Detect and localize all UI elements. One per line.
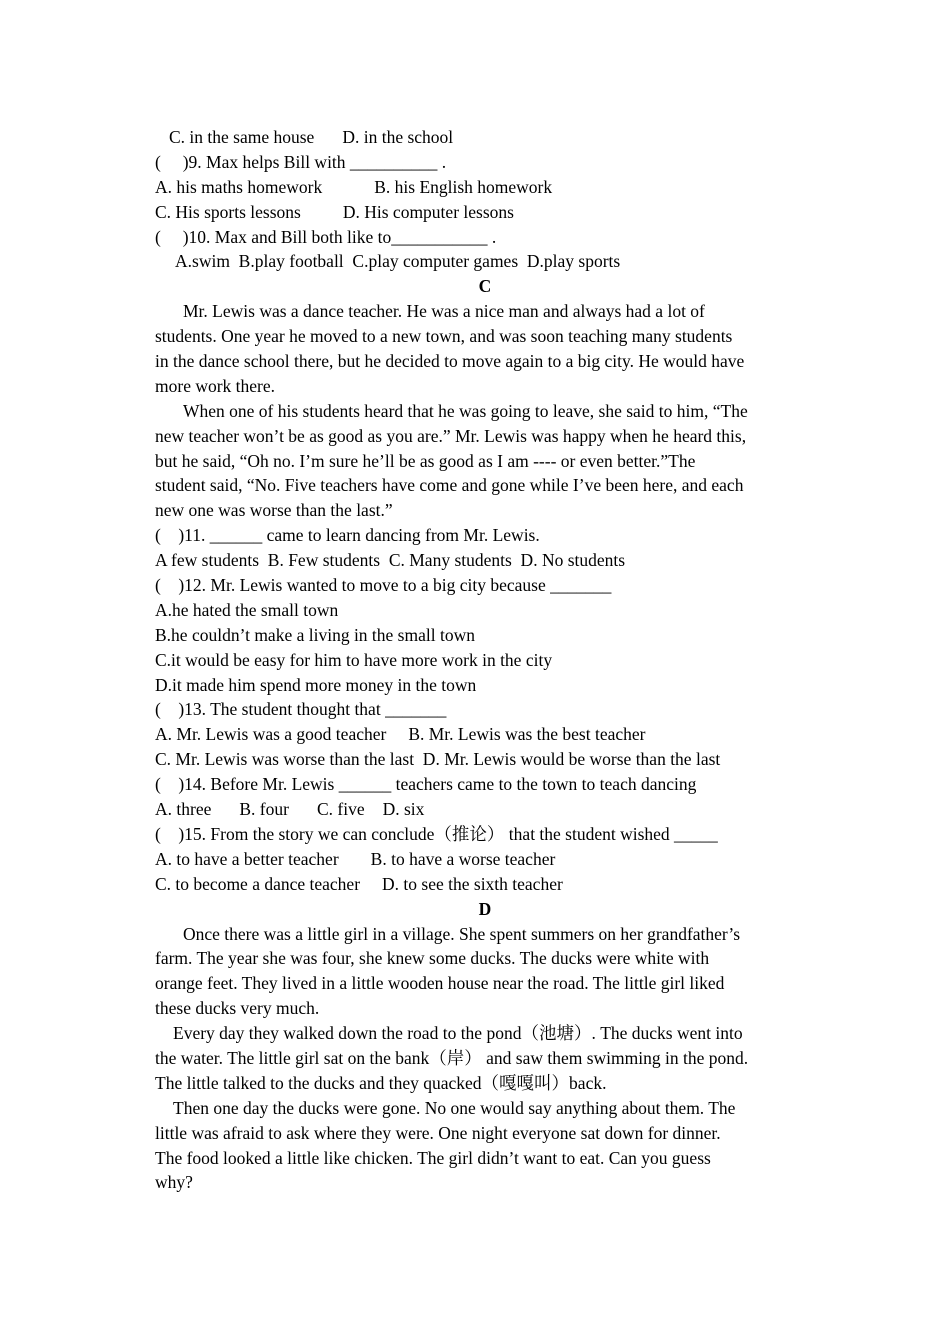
d-para1-line: these ducks very much. xyxy=(155,998,320,1019)
c-para1-line: in the dance school there, but he decided to move again to a big city. He would have xyxy=(155,351,745,372)
d-para2-line: the water. The little girl sat on the bank（岸） and saw them swimming in the pond. xyxy=(155,1047,749,1068)
d-para2-line: The little talked to the ducks and they quacked（嘎嘎叫）back. xyxy=(155,1072,607,1093)
q12-option-b: B.he couldn’t make a living in the small town xyxy=(155,624,475,645)
q11-options: A few students B. Few students C. Many students D. No students xyxy=(155,550,626,571)
section-c-heading: C xyxy=(478,276,492,297)
q15-options-ab xyxy=(155,847,815,872)
option-a: A. to have a better teacher xyxy=(155,848,339,869)
option-c: C. five xyxy=(316,799,365,820)
d-para3-line: why? xyxy=(155,1172,193,1193)
q9-options-ab xyxy=(155,175,815,200)
option-b: B. to have a worse teacher xyxy=(370,848,556,869)
question-9: ( )9. Max helps Bill with __________ . xyxy=(155,151,447,172)
q9-options-cd xyxy=(155,200,815,225)
c-para2-line: When one of his students heard that he was going to leave, she said to him, “The xyxy=(183,400,748,421)
option-b: B. four xyxy=(239,799,289,820)
section-d-heading: D xyxy=(478,898,492,919)
d-para1-line: farm. The year she was four, she knew some ducks. The ducks were white with xyxy=(155,948,710,969)
option-d: D. in the school xyxy=(342,127,454,147)
option-c: C. to become a dance teacher xyxy=(155,873,361,894)
question-12: ( )12. Mr. Lewis wanted to move to a big city because _______ xyxy=(155,575,612,596)
option-a: A. his maths homework xyxy=(155,176,323,197)
q14-options xyxy=(155,797,815,822)
worksheet-page xyxy=(155,125,815,1195)
c-para2-line: but he said, “Oh no. I’m sure he’ll be as good as I am ---- or even better.”The xyxy=(155,450,696,471)
option-a: A. three xyxy=(155,799,212,820)
d-para2-line: Every day they walked down the road to the pond（池塘）. The ducks went into xyxy=(173,1023,743,1044)
question-11: ( )11. ______ came to learn dancing from Mr. Lewis. xyxy=(155,525,540,546)
q12-option-a: A.he hated the small town xyxy=(155,599,339,620)
option-d: D. to see the sixth teacher xyxy=(382,873,563,894)
d-para3-line: The food looked a little like chicken. The girl didn’t want to eat. Can you guess xyxy=(155,1147,711,1168)
c-para2-line: student said, “No. Five teachers have come and gone while I’ve been here, and each xyxy=(155,475,744,496)
question-14: ( )14. Before Mr. Lewis ______ teachers came to the town to teach dancing xyxy=(155,774,697,795)
option-c: C. His sports lessons xyxy=(155,201,301,222)
option-c: C. in the same house xyxy=(169,127,315,147)
option-b: B. his English homework xyxy=(374,176,553,197)
c-para1-line: Mr. Lewis was a dance teacher. He was a nice man and always had a lot of xyxy=(183,301,705,322)
option-d: D. six xyxy=(382,799,425,820)
c-para2-line: new one was worse than the last.” xyxy=(155,500,393,521)
q12-option-c: C.it would be easy for him to have more work in the city xyxy=(155,649,553,670)
d-para3-line: Then one day the ducks were gone. No one would say anything about them. The xyxy=(173,1097,736,1118)
question-15: ( )15. From the story we can conclude（推论） that the student wished _____ xyxy=(155,823,718,844)
c-para1-line: students. One year he moved to a new town, and was soon teaching many students xyxy=(155,326,733,347)
q13-options-ab xyxy=(155,722,815,747)
c-para2-line: new teacher won’t be as good as you are.” Mr. Lewis was happy when he heard this, xyxy=(155,425,747,446)
option-a: A. Mr. Lewis was a good teacher xyxy=(155,724,387,745)
q13-options-cd: C. Mr. Lewis was worse than the last D. Mr. Lewis would be worse than the last xyxy=(155,749,721,770)
d-para1-line: orange feet. They lived in a little wooden house near the road. The little girl liked xyxy=(155,973,725,994)
option-b: B. Mr. Lewis was the best teacher xyxy=(408,724,646,745)
q15-options-cd xyxy=(155,872,815,897)
question-13: ( )13. The student thought that _______ xyxy=(155,699,447,720)
q10-options: A.swim B.play football C.play computer games D.play sports xyxy=(175,251,621,272)
c-para1-line: more work there. xyxy=(155,375,276,396)
option-d: D. His computer lessons xyxy=(342,201,514,222)
q8-options-cd xyxy=(155,125,815,150)
question-10: ( )10. Max and Bill both like to___________ . xyxy=(155,226,497,247)
d-para1-line: Once there was a little girl in a village. She spent summers on her grandfather’s xyxy=(183,923,741,944)
d-para3-line: little was afraid to ask where they were. One night everyone sat down for dinner. xyxy=(155,1122,721,1143)
q12-option-d: D.it made him spend more money in the town xyxy=(155,674,477,695)
